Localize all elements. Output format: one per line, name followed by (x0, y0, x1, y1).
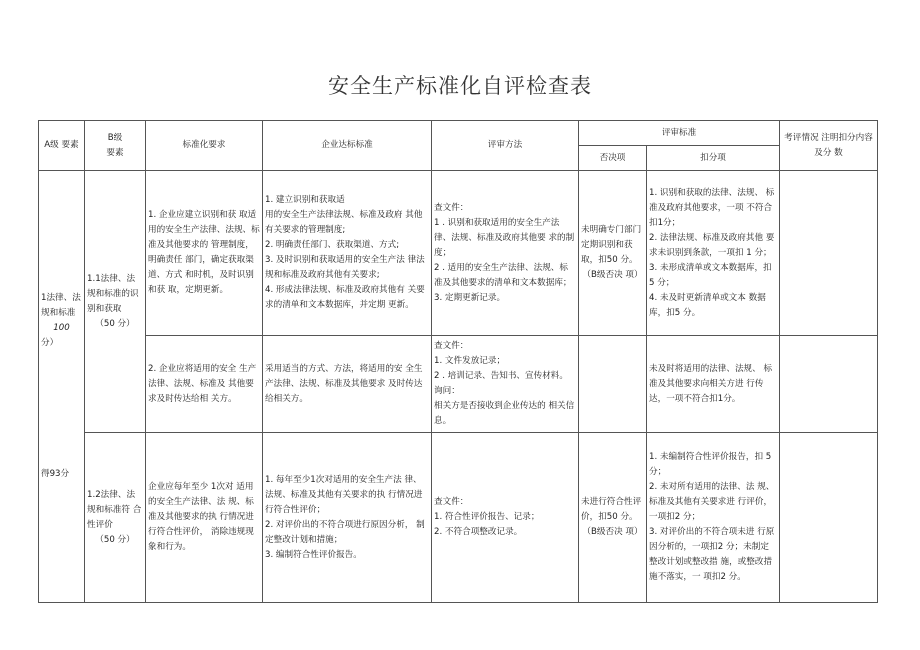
evaluation-cell-1[interactable] (780, 171, 878, 336)
review-method-3: 查文件： 1. 符合性评价报告、记录； 2. 不符合项整改记录。 (432, 433, 579, 603)
veto-item-3: 未进行符合性评价，扣50 分。 （B级否决 项） (579, 433, 647, 603)
b-element-score: （50 分） (95, 318, 135, 329)
evaluation-cell-3[interactable] (780, 433, 878, 603)
review-method-1: 查文件： 1 . 识别和获取适用的安全生产法律、法规、标准及政府其他要 求的制度； 2 . 适用的安全生产法律、法规、标准及其他要求的清单和文本数据库； 3. 定期更新记录。 (432, 171, 579, 336)
standard-requirement-2: 2. 企业应将适用的安全 生产法律、法规、标准及 其他要求及时传达给相 关方。 (146, 336, 263, 433)
a-element-score: 100 (53, 323, 70, 333)
enterprise-standard-1: 1. 建立识别和获取适 用的安全生产法律法规、标准及政府 其他有关要求的管理制度; 2. 明确责任部门、获取渠道、方式; 3. 及时识别和获取适用的安全生产法 律法规和标准及政府其他有关要求; 4. 形成法律法规、标准及政府其他有 关要求的清单和文本数据库，并定期 更新。 (263, 171, 432, 336)
a-element-unit: 分） (41, 338, 59, 348)
standard-requirement-1: 1. 企业应建立识别和获 取适用的安全生产法律、法规、标准及其他要求的 管理制度，明确责任 部门，确定获取渠道、方式 和时机，及时识别和获 取，定期更新。 (146, 171, 263, 336)
b-element-name: 1.2法律、法 规和标准符 合性评价 (87, 489, 142, 530)
header-review-standard: 评审标准 (579, 121, 780, 146)
b-element-1-2 (85, 433, 146, 603)
a-element-cell (39, 171, 85, 603)
enterprise-standard-3: 1. 每年至少1次对适用的安全生产法 律、法规、标准及其他有关要求的执 行情况进行符合性评价； 2. 对评价出的不符合项进行原因分析， 制定整改计划和措施； 3. 编制符合性评价报告。 (263, 433, 432, 603)
b-element-name: 1.1法律、法规和标准的识别和获取 (87, 273, 139, 314)
header-a-level: A级 要素 (39, 121, 85, 171)
deduct-item-2: 未及时将适用的法律、法规、 标准及其他要求向相关方进 行传达，一项不符合扣1分。 (647, 336, 780, 433)
self-evaluation-table (38, 120, 878, 603)
header-b-level: B级 要素 (85, 121, 146, 171)
enterprise-standard-2: 采用适当的方式、方法，将适用的安 全生产法律、法规、标准及其他要求 及时传达给相关方。 (263, 336, 432, 433)
header-veto: 否决项 (579, 146, 647, 171)
header-deduct: 扣分项 (647, 146, 780, 171)
veto-item-1: 未明确专门部门定期识别和获取，扣50 分。 （B级否决 项） (579, 171, 647, 336)
a-element-name: 1法律、法规和标准 (41, 293, 81, 318)
evaluation-cell-2[interactable] (780, 336, 878, 433)
b-element-1-1 (85, 171, 146, 433)
standard-requirement-3: 企业应每年至少 1次对 适用的安全生产法律、法 规、标准及其他要求的执 行情况进行符合性评价， 消除违规现象和行为。 (146, 433, 263, 603)
header-evaluation: 考评情况 注明扣分内容及分 数 (780, 121, 878, 171)
deduct-item-3: 1. 未编制符合性评价报告，扣 5 分； 2. 未对所有适用的法律、法 规、标准及其他有关要求进 行评价，一项扣2 分； 3. 对评价出的不符合项未进 行原因分析的，一项扣2 分；未制定整改计划或整改措 施，或整改措施不落实，一 项扣2 分。 (647, 433, 780, 603)
page-title: 安全生产标准化自评检查表 (328, 74, 592, 98)
header-review-method: 评审方法 (432, 121, 579, 171)
b-element-score: （50 分） (95, 534, 135, 545)
review-method-2: 查文件： 1. 文件发放记录； 2 . 培训记录、告知书、宣传材料。 询问： 相关方是否接收到企业传达的 相关信息。 (432, 336, 579, 433)
veto-item-2 (579, 336, 647, 433)
deduct-item-1: 1. 识别和获取的法律、法规、 标准及政府其他要求，一项 不符合扣1分； 2. 法律法规、标准及政府其他 要求未识别到条款，一项扣 1 分； 3. 未形成清单或文本数据库，扣5 分； 4. 未及时更新清单或文本 数据库，扣5 分。 (647, 171, 780, 336)
header-enterprise-standard: 企业达标标准 (263, 121, 432, 171)
a-element-got: 得93分 (41, 469, 70, 479)
header-standard-requirement: 标准化要求 (146, 121, 263, 171)
